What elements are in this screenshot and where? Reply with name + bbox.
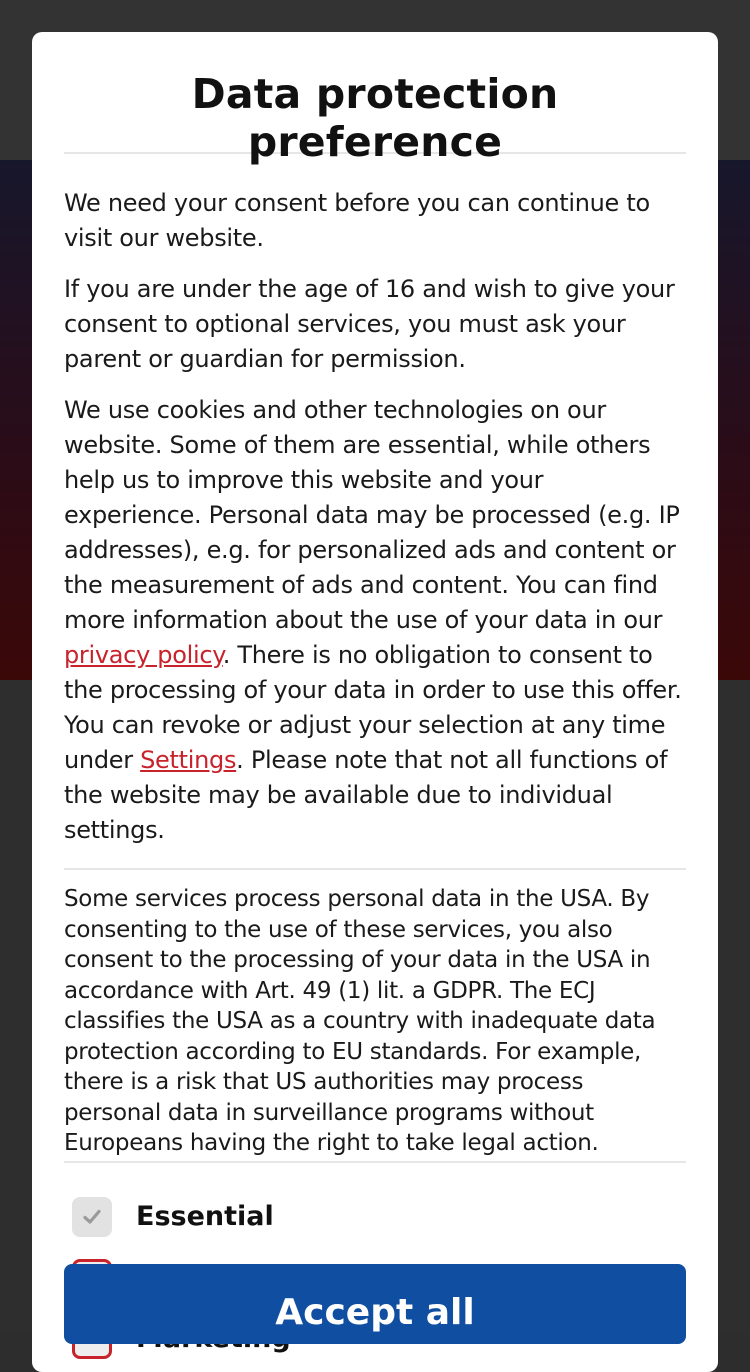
paragraph-text: . There is no obligation to consent to the processing of your data in order to use this offer. You can revoke or adjust your selection at any time under — [64, 641, 682, 774]
option-essential — [64, 1197, 686, 1237]
privacy-policy-link[interactable]: privacy policy — [64, 641, 223, 669]
consent-intro-paragraph-2: If you are under the age of 16 and wish to give your consent to optional services, you must ask your parent or guardian for permission. — [64, 275, 675, 373]
essential-checkbox — [72, 1197, 112, 1237]
paragraph-text: We use cookies and other technologies on our website. Some of them are essential, while others help us to improve this website and your experience. Personal data may be processed (e.g. IP addresses), e.g. for personalized ads and content or the measurement of ads and content. You can find more information about the use of your data in our — [64, 396, 680, 634]
consent-intro-paragraph-3 — [64, 393, 686, 848]
usa-data-notice-text: Some services process personal data in the USA. By consenting to the use of these services, you also consent to the processing of your data in the USA in accordance with Art. 49 (1) lit. a GDPR. The ECJ classifies the USA as a country with inadequate data protection according to EU standards. For example, there is a risk that US authorities may process personal data in surveillance programs without Europeans having the right to take legal action. — [64, 886, 656, 1156]
paragraph-text: . Please note that not all functions of the website may be available due to individual settings. — [64, 746, 668, 844]
consent-intro — [64, 154, 686, 848]
usa-data-notice — [64, 870, 686, 1161]
consent-dialog — [32, 32, 718, 1372]
dialog-title: Data protection preference — [64, 32, 686, 154]
settings-link[interactable]: Settings — [140, 746, 237, 774]
check-icon — [82, 1207, 102, 1227]
accept-all-button[interactable]: Accept all — [64, 1264, 686, 1344]
consent-intro-paragraph-1: We need your consent before you can continue to visit our website. — [64, 189, 650, 252]
essential-label: Essential — [136, 1201, 274, 1232]
